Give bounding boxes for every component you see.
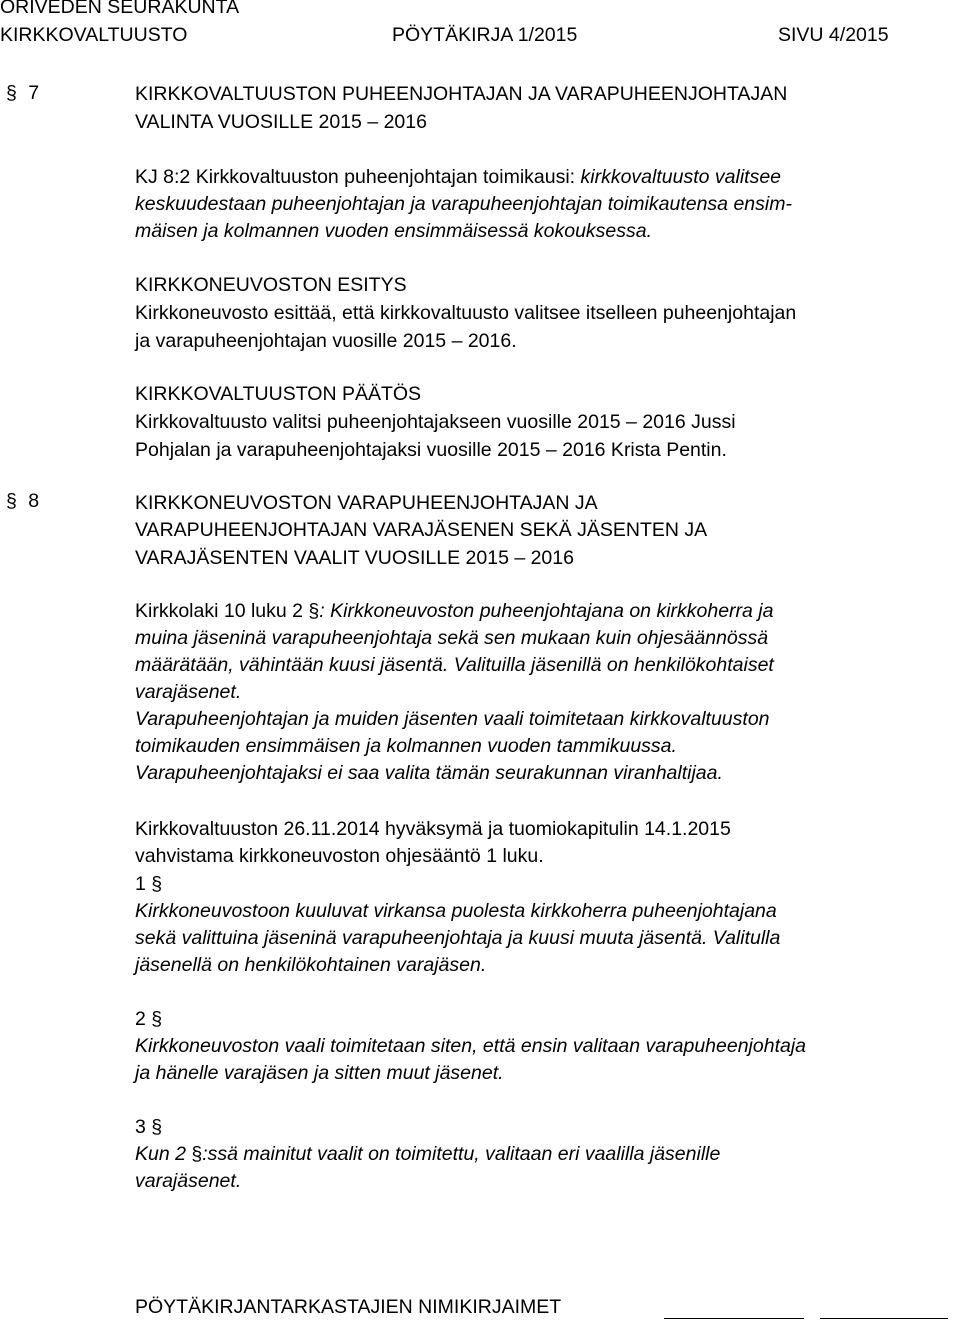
section-7-title-line: KIRKKOVALTUUSTON PUHEENJOHTAJAN JA VARAPUHEENJOHTAJAN: [135, 83, 788, 105]
section-number: 7: [28, 82, 40, 104]
paragraph-3-prefix: Kun 2: [135, 1143, 192, 1165]
church-law-line: Varapuheenjohtajaksi ei saa valita tämän seurakunnan viranhaltijaa.: [135, 762, 723, 784]
organization-name: ORIVEDEN SEURAKUNTA: [0, 0, 240, 18]
section-symbol: §: [151, 1008, 163, 1030]
paragraph-3-line: [135, 1141, 720, 1168]
kj-reference-prefix: KJ 8:2 Kirkkovaltuuston puheenjohtajan toimikausi:: [135, 166, 581, 188]
church-law-line: [135, 598, 774, 625]
proposal-line: Kirkkoneuvosto esittää, että kirkkovaltuusto valitsee itselleen puheenjohtajan: [135, 302, 797, 324]
church-law-line: Varapuheenjohtajan ja muiden jäsenten vaali toimitetaan kirkkovaltuuston: [135, 708, 770, 730]
section-8-title-line: KIRKKONEUVOSTON VARAPUHEENJOHTAJAN JA: [135, 492, 598, 514]
signature-line: [664, 1318, 804, 1319]
section-symbol: §: [151, 873, 163, 895]
paragraph-2-line: Kirkkoneuvoston vaali toimitetaan siten, että ensin valitaan varapuheenjohtaja: [135, 1035, 807, 1057]
decision-line: Kirkkovaltuusto valitsi puheenjohtajakseen vuosille 2015 – 2016 Jussi: [135, 411, 736, 433]
paragraph-2-number: [135, 1006, 162, 1033]
church-law-line: toimikauden ensimmäisen ja kolmannen vuoden tammikuussa.: [135, 735, 677, 757]
paragraph-1-line: jäsenellä on henkilökohtainen varajäsen.: [135, 954, 487, 976]
paragraph-3-number: [135, 1114, 162, 1141]
paragraph-number: 3: [135, 1116, 146, 1138]
kj-reference-line: [135, 164, 781, 191]
signatures-label: PÖYTÄKIRJANTARKASTAJIEN NIMIKIRJAIMET: [135, 1296, 562, 1318]
section-symbol: §: [6, 490, 17, 512]
section-7-marker: [6, 82, 39, 105]
proposal-line: ja varapuheenjohtajan vuosille 2015 – 2016.: [135, 330, 517, 352]
signature-line: [820, 1318, 948, 1319]
section-7-title-line: VALINTA VUOSILLE 2015 – 2016: [135, 111, 427, 133]
approval-line: Kirkkovaltuuston 26.11.2014 hyväksymä ja tuomiokapitulin 14.1.2015: [135, 818, 731, 840]
page-number: SIVU 4/2015: [778, 24, 889, 46]
approval-line: vahvistama kirkkoneuvoston ohjesääntö 1 luku.: [135, 845, 544, 867]
section-number: 8: [28, 490, 40, 512]
section-symbol: §: [6, 82, 17, 104]
proposal-heading: KIRKKONEUVOSTON ESITYS: [135, 274, 407, 296]
kj-reference-text: kirkkovaltuusto valitsee: [580, 166, 782, 188]
decision-line: Pohjalan ja varapuheenjohtajaksi vuosille 2015 – 2016 Krista Pentin.: [135, 439, 727, 461]
section-8-marker: [6, 490, 39, 513]
church-law-prefix: Kirkkolaki 10 luku 2: [135, 600, 309, 622]
paragraph-number: 2: [135, 1008, 146, 1030]
paragraph-3-line: varajäsenet.: [135, 1170, 242, 1192]
paragraph-number: 1: [135, 873, 146, 895]
church-law-line: määrätään, vähintään kuusi jäsentä. Valituilla jäsenillä on henkilökohtaiset: [135, 654, 774, 676]
section-symbol: §: [308, 600, 320, 622]
church-law-line: muina jäseninä varapuheenjohtaja sekä sen mukaan kuin ohjesäännössä: [135, 627, 769, 649]
section-symbol: §: [151, 1116, 163, 1138]
kj-reference-line: keskuudestaan puheenjohtajan ja varapuheenjohtajan toimikautensa ensim-: [135, 193, 792, 215]
paragraph-3-text: :ssä mainitut vaalit on toimitettu, valitaan eri vaalilla jäsenille: [202, 1143, 721, 1165]
kj-reference-line: mäisen ja kolmannen vuoden ensimmäisessä kokouksessa.: [135, 220, 653, 242]
section-8-title-line: VARAJÄSENTEN VAALIT VUOSILLE 2015 – 2016: [135, 547, 574, 569]
governing-body: KIRKKOVALTUUSTO: [0, 24, 188, 46]
document-title: PÖYTÄKIRJA 1/2015: [392, 24, 578, 46]
paragraph-1-line: Kirkkoneuvostoon kuuluvat virkansa puolesta kirkkoherra puheenjohtajana: [135, 900, 777, 922]
church-law-line: varajäsenet.: [135, 681, 242, 703]
decision-heading: KIRKKOVALTUUSTON PÄÄTÖS: [135, 383, 422, 405]
section-8-title-line: VARAPUHEENJOHTAJAN VARAJÄSENEN SEKÄ JÄSENTEN JA: [135, 519, 708, 541]
paragraph-2-line: ja hänelle varajäsen ja sitten muut jäsenet.: [135, 1062, 504, 1084]
section-symbol: §: [191, 1143, 203, 1165]
paragraph-1-number: [135, 871, 162, 898]
church-law-text: : Kirkkoneuvoston puheenjohtajana on kirkkoherra ja: [319, 600, 774, 622]
paragraph-1-line: sekä valittuina jäseninä varapuheenjohtaja ja kuusi muuta jäsentä. Valitulla: [135, 927, 781, 949]
